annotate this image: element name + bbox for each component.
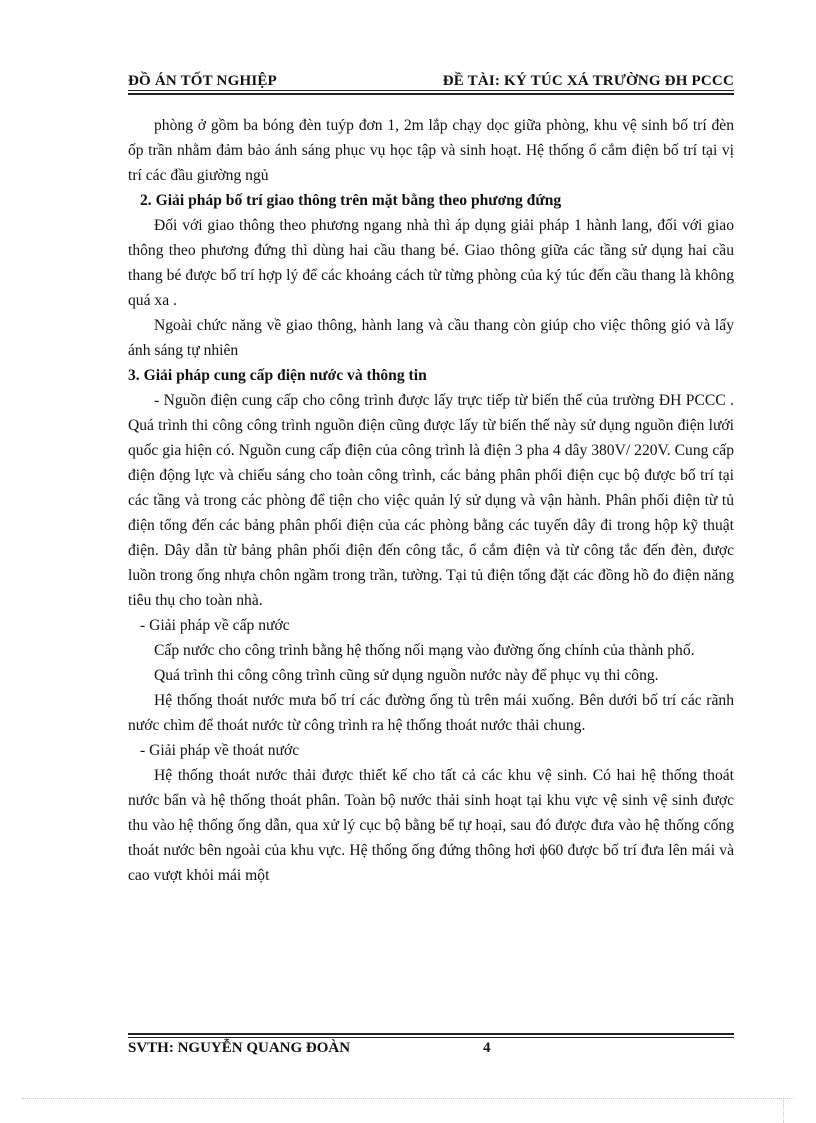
- page-boundary-corner: [783, 1098, 784, 1123]
- footer-divider-thick: [128, 1033, 734, 1035]
- paragraph-traffic: Đối với giao thông theo phương ngang nhà thì áp dụng giải pháp 1 hành lang, đối với giao thông theo phương đứng thì dùng hai cầu thang bé. Giao thông giữa các tầng sử dụng hai cầu thang bé được bố trí hợp lý để các khoảng cách từ từng phòng của ký túc đến cầu thang là không quá xa .: [128, 217, 734, 309]
- paragraph-rainwater: Hệ thống thoát nước mưa bố trí các đường ống tù trên mái xuống. Bên dưới bố trí các rãnh nước chìm để thoát nước từ công trình ra hệ thống thoát nước thải chung.: [128, 692, 734, 734]
- header-divider-thin: [128, 90, 734, 91]
- section-heading-traffic: 2. Giải pháp bố trí giao thông trên mặt bằng theo phương đứng: [140, 192, 562, 209]
- paragraph-electricity: - Nguồn điện cung cấp cho công trình được lấy trực tiếp từ biến thế của trường ĐH PCCC . Quá trình thi công công trình nguồn điện cũng được lấy từ biến thế này sử dụng nguồn điện lưới quốc gia hiện có. Nguồn cung cấp điện của công trình là điện 3 pha 4 dây 380V/ 220V. Cung cấp điện động lực và chiếu sáng cho toàn công trình, các bảng phân phối điện cục bộ được bố trí tại các tầng và trong các phòng để tiện cho việc quản lý sử dụng và vận hành. Phân phối điện từ tủ điện tổng đến các bảng phân phối điện của các phòng bằng các tuyến dây đi trong hộp kỹ thuật điện. Dây dẫn từ bảng phân phối điện đến công tắc, ổ cắm điện và từ công tắc đến đèn, được luồn trong ống nhựa chôn ngầm trong trần, tường. Tại tủ điện tổng đặt các đồng hồ đo điện năng tiêu thụ cho toàn nhà.: [128, 392, 734, 609]
- paragraph-drainage: Hệ thống thoát nước thải được thiết kế cho tất cả các khu vệ sinh. Có hai hệ thống thoát nước bẩn và hệ thống thoát phân. Toàn bộ nước thải sinh hoạt tại khu vực vệ sinh vệ sinh được thu vào hệ thống ống dẫn, qua xử lý cục bộ bằng bể tự hoại, sau đó được đưa vào hệ thống cống thoát nước bên ngoài của khu vực. Hệ thống ống đứng thông hơi ϕ60 được bố trí đưa lên mái và cao vượt khỏi mái một: [128, 767, 734, 884]
- footer-page-number: 4: [483, 1040, 491, 1056]
- section-heading-utilities: 3. Giải pháp cung cấp điện nước và thông tin: [128, 367, 427, 384]
- paragraph-ventilation: Ngoài chức năng về giao thông, hành lang và cầu thang còn giúp cho việc thông gió và lấy ánh sáng tự nhiên: [128, 317, 734, 359]
- header-divider-thick: [128, 93, 734, 95]
- paragraph-lighting: phòng ở gồm ba bóng đèn tuýp đơn 1, 2m lắp chạy dọc giữa phòng, khu vệ sinh bố trí đèn ốp trần nhằm đảm bảo ánh sáng phục vụ học tập và sinh hoạt. Hệ thống ổ cắm điện bố trí tại vị trí các đầu giường ngủ: [128, 117, 734, 184]
- footer-student-name: SVTH: NGUYỄN QUANG ĐOÀN: [128, 1040, 351, 1056]
- header-project-label: ĐỒ ÁN TỐT NGHIỆP: [128, 73, 277, 89]
- footer-divider-thin: [128, 1037, 734, 1038]
- document-body: [128, 113, 734, 888]
- page-boundary-bottom: [22, 1098, 794, 1099]
- paragraph-construction-water: Quá trình thi công công trình cũng sử dụng nguồn nước này để phục vụ thi công.: [154, 667, 659, 684]
- page-header: [128, 68, 734, 90]
- paragraph-water-supply: Cấp nước cho công trình bằng hệ thống nối mạng vào đường ống chính của thành phố.: [154, 642, 695, 659]
- subheading-water-supply: - Giải pháp về cấp nước: [140, 617, 290, 634]
- page-footer: [128, 1040, 734, 1062]
- header-topic-label: ĐỀ TÀI: KÝ TÚC XÁ TRƯỜNG ĐH PCCC: [442, 73, 734, 89]
- subheading-drainage: - Giải pháp về thoát nước: [140, 742, 300, 759]
